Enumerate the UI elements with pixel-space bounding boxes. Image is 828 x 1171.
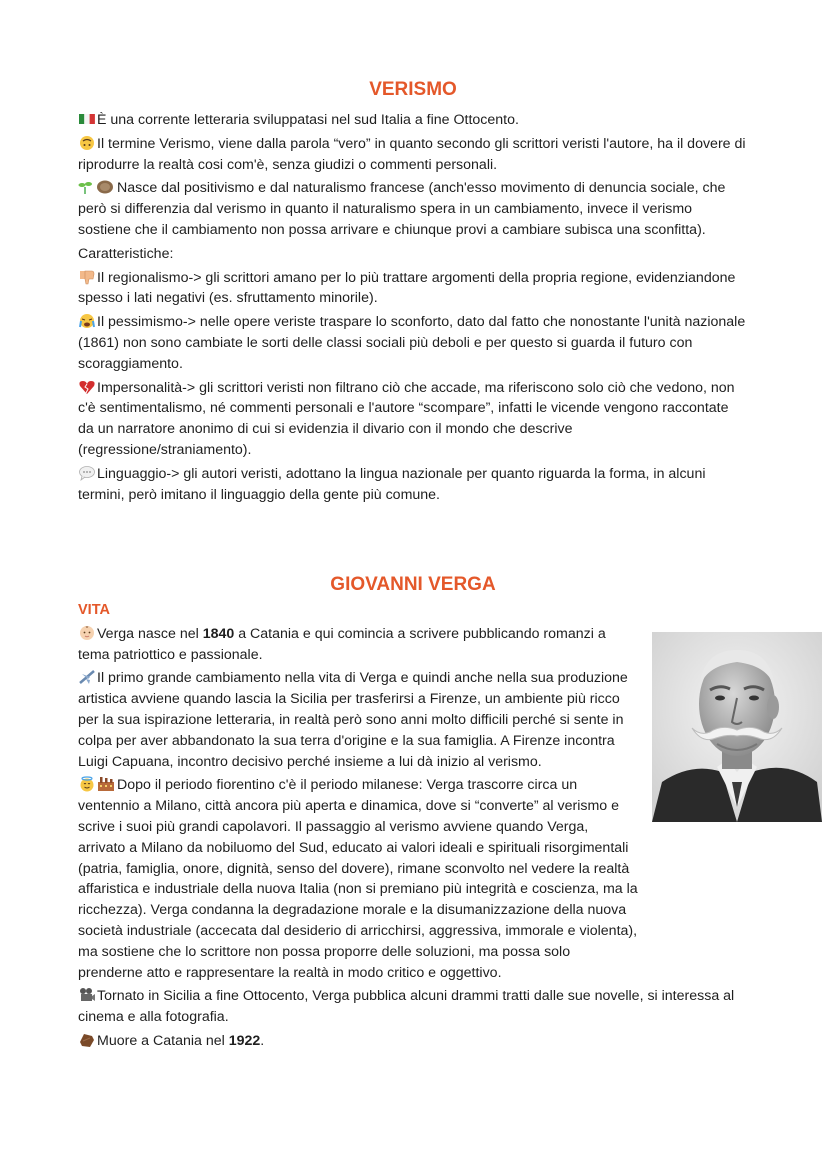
coffin-icon <box>78 1032 96 1048</box>
paragraph: Dopo il periodo fiorentino c'è il periodo milanese: Verga trascorre circa un ventennio a Milano, città ancora più aperta e dinamica, dove si “converte” al verismo e scrive i suoi più grandi capolavori. Il passaggio al verismo avviene quando Verga, arrivato a Milano da nobiluomo del Sud, educato ai valori ideali e spirituali risorgimentali (patria, famiglia, onore, dignità, senso del dovere), rimane sconvolto nel vedere la realtà affaristica e industriale della nuova Italia (non si premiano più integrità e coscienza, ma la ricchezza). Verga condanna la degradazione morale e la disumanizzazione della nuova società industriale (accecata dal desiderio di arricchirsi, aggressiva, immorale e violenta), ma sostiene che lo scrittore non possa proporre delle soluzioni, ma possa solo prenderne atto e rappresentare la realtà in modo critico e oggettivo. <box>78 777 638 981</box>
verismo-section <box>78 110 748 508</box>
coconut-icon <box>97 181 113 194</box>
paragraph: Tornato in Sicilia a fine Ottocento, Verga pubblica alcuni drammi tratti dalle sue novelle, si interessa al cinema e alla fotografia. <box>78 988 735 1026</box>
paragraph: Il regionalismo-> gli scrittori amano per lo più trattare argomenti della propria regione, evidenziandone spesso i lati negativi (es. sfruttamento minorile). <box>78 269 736 307</box>
paragraph: Il termine Verismo, viene dalla parola “vero” in quanto secondo gli scrittori veristi l'autore, ha il dovere di riprodurre la realtà cosi com'è, senza giudizi o commenti personali. <box>78 135 746 173</box>
vita-subheading: VITA <box>78 602 110 618</box>
paragraph: Il pessimismo-> nelle opere veriste traspare lo sconforto, dato dal fatto che nonostante l'unità nazionale (1861) non sono cambiate le sorti delle classi sociali più deboli e per questo si guarda il futuro con scoraggiamento. <box>78 314 746 372</box>
paragraph: Nasce dal positivismo e dal naturalismo francese (anch'esso movimento di denuncia sociale, che però si differenzia dal verismo in quanto il naturalismo spera in un cambiamento, invece il verismo sostiene che il cambiamento non possa arrivare e chiunque provi a cambiare subisca una sconfitta). <box>78 180 726 238</box>
paragraph: Impersonalità-> gli scrittori veristi non filtrano ciò che accade, ma riferiscono solo ciò che vedono, non c'è sentimentalismo, né commenti personali e l'autore “scompare”, infatti le vicende vengono raccontate da un narratore anonimo di cui si evidenzia il divario con il mondo che descrive (regressione/straniamento). <box>78 379 735 458</box>
paragraph: Il primo grande cambiamento nella vita di Verga e quindi anche nella sua produzione artistica avviene quando lascia la Sicilia per trasferirsi a Firenze, un ambiente più ricco per la sua ispirazione letteraria, in realtà però sono anni molto difficili perché si sente in colpa per aver abbandonato la sua terra d'origine e la sua famiglia. A Firenze incontra Luigi Capuana, incontro decisivo perché insieme a lui dà inizio al verismo. <box>78 670 628 770</box>
seedling-icon <box>78 179 116 195</box>
factory-icon <box>98 777 114 791</box>
italy-flag-icon <box>78 111 96 127</box>
thumbs-down-icon <box>78 269 96 285</box>
caratteristiche-label: Caratteristiche: <box>78 245 174 262</box>
film-projector-icon <box>78 987 96 1003</box>
verismo-title: VERISMO <box>369 79 457 100</box>
giovanni-verga-title: GIOVANNI VERGA <box>330 574 496 595</box>
paragraph: Verga nasce nel 1840 a Catania e qui comincia a scrivere pubblicando romanzi a tema patriottico e passionale. <box>78 625 606 663</box>
giovanni-verga-portrait <box>652 632 822 822</box>
airplane-icon <box>78 669 96 685</box>
speech-bubble-icon <box>78 465 96 481</box>
paragraph: Linguaggio-> gli autori veristi, adottano la lingua nazionale per quanto riguarda la forma, in alcuni termini, però imitano il linguaggio della gente più comune. <box>78 465 706 503</box>
crying-face-icon <box>78 313 96 329</box>
paragraph: È una corrente letteraria sviluppatasi nel sud Italia a fine Ottocento. <box>78 110 748 131</box>
broken-heart-icon <box>78 379 96 395</box>
paragraph: Muore a Catania nel 1922. <box>78 1031 748 1052</box>
baby-icon <box>78 625 96 641</box>
upside-down-face-icon <box>78 135 96 151</box>
halo-face-icon <box>78 776 116 792</box>
giovanni-verga-section <box>78 600 748 1055</box>
